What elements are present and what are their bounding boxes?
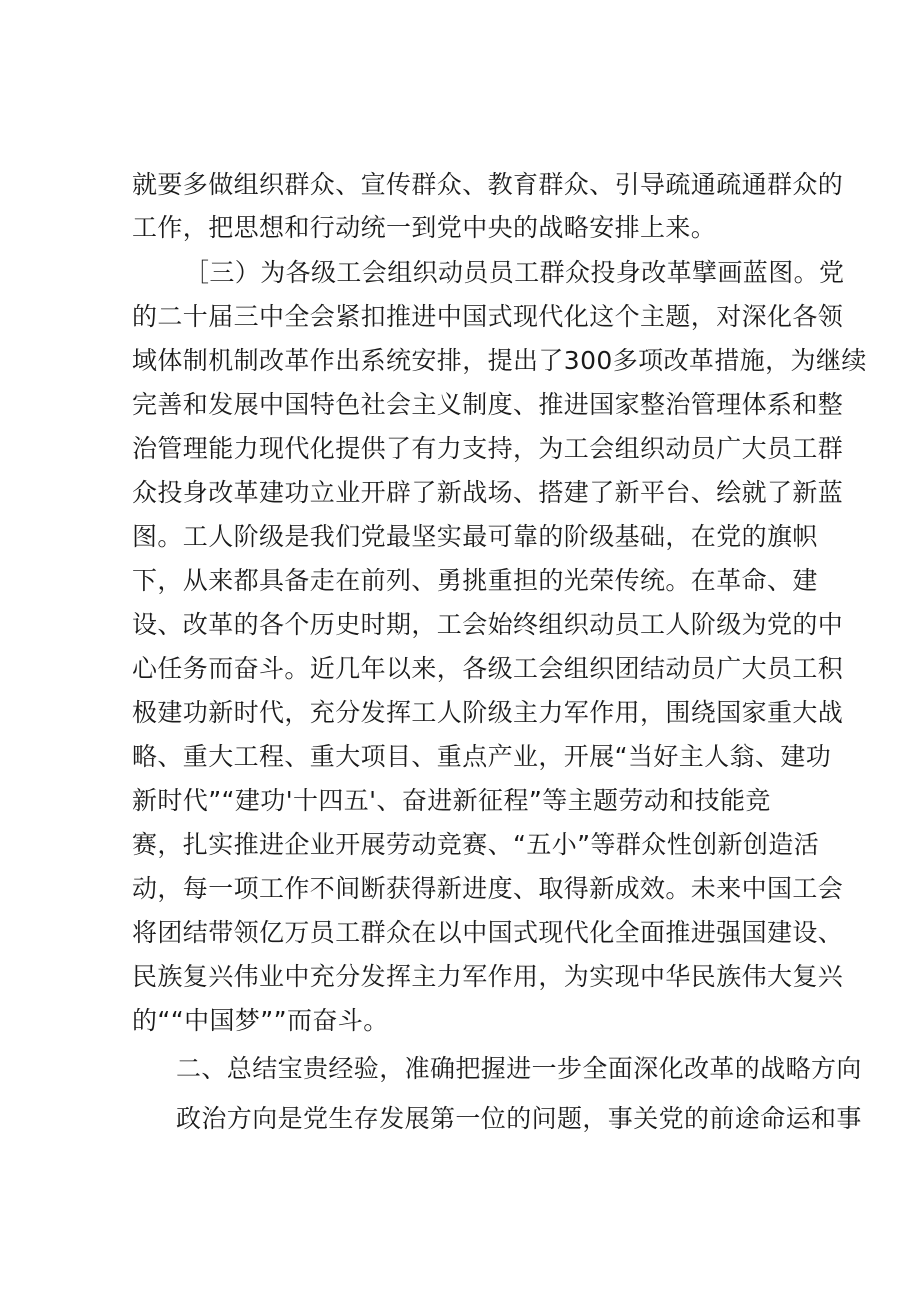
section-heading-2: 二、总结宝贵经验，准确把握进一步全面深化改革的战略方向 <box>176 1054 862 1083</box>
text-line: 治管理能力现代化提供了有力支持，为工会组织动员广大员工群 <box>132 434 844 463</box>
text-line: 政治方向是党生存发展第一位的问题，事关党的前途命运和事 <box>176 1104 862 1133</box>
text-line: 的““中国梦””而奋斗。 <box>132 1006 389 1035</box>
text-line: 民族复兴伟业中充分发挥主力军作用，为实现中华民族伟大复兴 <box>132 962 844 991</box>
text-line: 新时代”“建功'十四五'、奋进新征程”等主题劳动和技能竞 <box>132 786 771 815</box>
text-line: 的二十届三中全会紧扣推进中国式现代化这个主题，对深化各领 <box>132 302 844 331</box>
text-line: 略、重大工程、重大项目、重点产业，开展“当好主人翁、建功 <box>132 742 832 771</box>
text-line: 将团结带领亿万员工群众在以中国式现代化全面推进强国建设、 <box>132 918 844 947</box>
text-line: 下，从来都具备走在前列、勇挑重担的光荣传统。在革命、建 <box>132 566 818 595</box>
text-line: 图。工人阶级是我们党最坚实最可靠的阶级基础，在党的旗帜 <box>132 522 818 551</box>
text-line: 赛，扎实推进企业开展劳动竞赛、“五小”等群众性创新创造活 <box>132 830 820 859</box>
text-line: 设、改革的各个历史时期，工会始终组织动员工人阶级为党的中 <box>132 610 844 639</box>
text-line: 众投身改革建功立业开辟了新战场、搭建了新平台、绘就了新蓝 <box>132 478 844 507</box>
text-line: 域体制机制改革作出系统安排，提出了300多项改革措施，为继续 <box>132 346 867 375</box>
text-line: 就要多做组织群众、宣传群众、教育群众、引导疏通疏通群众的 <box>132 170 844 199</box>
text-line: 完善和发展中国特色社会主义制度、推进国家整治管理体系和整 <box>132 390 844 419</box>
text-line: 极建功新时代，充分发挥工人阶级主力军作用，围绕国家重大战 <box>132 698 844 727</box>
text-line: 动，每一项工作不间断获得新进度、取得新成效。未来中国工会 <box>132 874 844 903</box>
text-line: 工作，把思想和行动统一到党中央的战略安排上来。 <box>132 213 717 242</box>
text-line: 心任务而奋斗。近几年以来，各级工会组织团结动员广大员工积 <box>132 654 844 683</box>
section-heading-3: ［三）为各级工会组织动员员工群众投身改革擘画蓝图。党 <box>184 258 845 287</box>
